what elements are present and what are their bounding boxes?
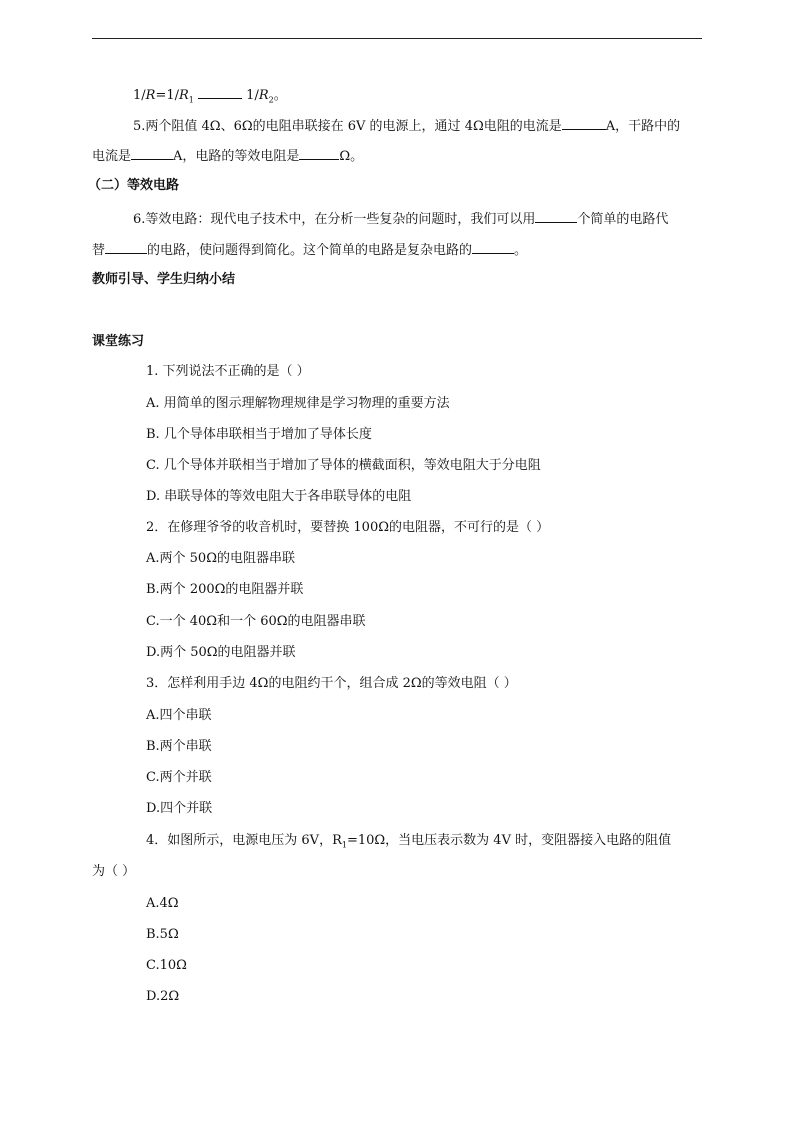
formula-blank[interactable]	[198, 86, 242, 99]
formula-r2: R	[258, 88, 269, 103]
p4-option-c[interactable]: C.10Ω	[146, 958, 187, 973]
formula-prefix: 1/	[133, 88, 146, 103]
q5-text-b: A，干路中的	[605, 119, 681, 134]
p3-option-b[interactable]: B.两个串联	[146, 739, 212, 754]
p3-option-d[interactable]: D.四个并联	[146, 801, 213, 816]
teacher-summary: 教师引导、学生归纳小结	[92, 272, 236, 287]
p3-stem: 3．怎样利用手边 4Ω的电阻约干个，组合成 2Ω的等效电阻（ ）	[146, 676, 517, 691]
formula-eq: =1/	[155, 88, 179, 103]
q5-text-d: A，电路的等效电阻是	[173, 149, 300, 164]
p1-option-b[interactable]: B. 几个导体串联相当于增加了导体长度	[146, 427, 372, 442]
p2-option-a[interactable]: A.两个 50Ω的电阻器串联	[146, 551, 295, 566]
p4-stem-line2: 为（ ）	[92, 864, 136, 879]
q5-text-a: 5.两个阻值 4Ω、6Ω的电阻串联接在 6V 的电源上，通过 4Ω电阻的电流是	[133, 119, 562, 134]
q5-blank-2[interactable]	[131, 147, 173, 160]
q6-blank-2[interactable]	[105, 241, 147, 254]
q6-text-c: 替	[92, 243, 106, 258]
q6-blank-3[interactable]	[472, 241, 514, 254]
q5-blank-1[interactable]	[562, 117, 606, 130]
p3-option-a[interactable]: A.四个串联	[146, 708, 212, 723]
p3-option-c[interactable]: C.两个并联	[146, 770, 212, 785]
formula-r: R	[145, 88, 156, 103]
practice-heading: 课堂练习	[92, 334, 145, 349]
p1-option-d[interactable]: D. 串联导体的等效电阻大于各串联导体的电阻	[146, 489, 412, 504]
p4-stem-a: 4．如图所示，电源电压为 6V，R	[146, 833, 342, 848]
q6-line1	[133, 210, 668, 228]
formula-end: 。	[273, 88, 287, 103]
p2-option-c[interactable]: C.一个 40Ω和一个 60Ω的电阻器串联	[146, 614, 366, 629]
formula-r1: R	[179, 88, 189, 103]
formula-sub1: 1	[188, 95, 194, 105]
p2-option-d[interactable]: D.两个 50Ω的电阻器并联	[146, 645, 296, 660]
q6-blank-1[interactable]	[535, 210, 577, 223]
p4-option-a[interactable]: A.4Ω	[146, 896, 179, 911]
p2-stem: 2．在修理爷爷的收音机时，要替换 100Ω的电阻器，不可行的是（ ）	[146, 520, 550, 535]
q5-text-c: 电流是	[92, 149, 132, 164]
p4-option-b[interactable]: B.5Ω	[146, 927, 179, 942]
q5-blank-3[interactable]	[299, 147, 339, 160]
q6-text-a: 6.等效电路：现代电子技术中，在分析一些复杂的问题时，我们可以用	[133, 212, 536, 227]
formula-tail: 1/	[246, 88, 259, 103]
q5-line1	[133, 117, 680, 135]
q6-text-e: 。	[514, 243, 528, 258]
p1-option-c[interactable]: C. 几个导体并联相当于增加了导体的横截面积，等效电阻大于分电阻	[146, 458, 541, 473]
formula-line	[133, 86, 287, 109]
p4-stem-b: =10Ω，当电压表示数为 4V 时，变阻器接入电路的阻值	[346, 833, 672, 848]
q6-text-d: 的电路，使问题得到简化。这个简单的电路是复杂电路的	[147, 243, 473, 258]
q6-line2	[92, 241, 527, 259]
section-heading: （二）等效电路	[88, 178, 180, 193]
q5-text-e: Ω。	[339, 149, 364, 164]
p2-option-b[interactable]: B.两个 200Ω的电阻器并联	[146, 582, 304, 597]
formula-sub2: 2	[268, 95, 274, 105]
p1-stem: 1. 下列说法不正确的是（ ）	[146, 364, 310, 379]
header-rule	[92, 38, 702, 39]
p4-stem-sub: 1	[341, 840, 347, 850]
q6-text-b: 个简单的电路代	[577, 212, 669, 227]
q5-line2	[92, 147, 363, 165]
p1-option-a[interactable]: A. 用简单的图示理解物理规律是学习物理的重要方法	[146, 396, 450, 411]
p4-option-d[interactable]: D.2Ω	[146, 989, 180, 1004]
p4-stem-line1	[146, 833, 671, 854]
